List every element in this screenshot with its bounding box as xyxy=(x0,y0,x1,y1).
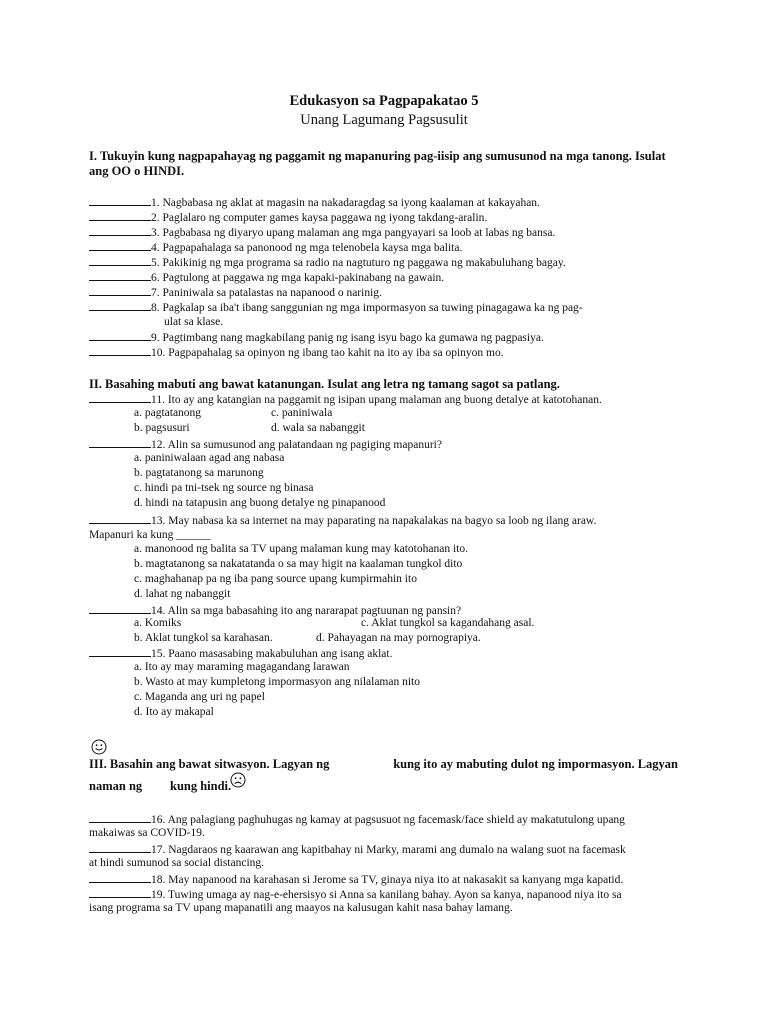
choice-b: b. magtatanong sa nakatatanda o sa may higit na kaalaman tungkol dito xyxy=(134,558,463,570)
answer-blank[interactable] xyxy=(89,513,151,524)
answer-blank[interactable] xyxy=(89,330,151,341)
part3-instruction-a: III. Basahin ang bawat sitwasyon. Lagyan ng xyxy=(89,757,330,771)
answer-blank[interactable] xyxy=(89,345,151,356)
choice-c: c. Aklat tungkol sa kagandahang asal. xyxy=(361,617,535,629)
item-text: 8. Pagkalap sa iba't ibang sanggunian ng mga impormasyon sa tuwing pinagagawa ka ng pag- xyxy=(151,302,583,314)
list-item xyxy=(89,842,626,857)
answer-blank[interactable] xyxy=(89,195,151,206)
list-item xyxy=(89,210,487,225)
question-text: 14. Alin sa mga babasahing ito ang nararapat pagtuunan ng pansin? xyxy=(151,605,462,617)
part3-instruction-c: naman ng xyxy=(89,779,143,793)
question-15 xyxy=(89,646,392,661)
question-text: 15. Paano masasabing makabuluhan ang isang aklat. xyxy=(151,648,393,660)
choice-d: d. Pahayagan na may pornograpiya. xyxy=(316,632,481,644)
list-item xyxy=(89,872,623,887)
choice-c: c. maghahanap pa ng iba pang source upang kumpirmahin ito xyxy=(134,573,417,585)
answer-blank[interactable] xyxy=(89,887,151,898)
item-text: 19. Tuwing umaga ay nag-e-ehersisyo si Anna sa kanilang bahay. Ayon sa kanya, napanood niya ito sa xyxy=(151,889,622,901)
item-text: 5. Pakikinig ng mga programa sa radio na nagtuturo ng paggawa ng makabuluhang bagay. xyxy=(151,257,566,269)
item-continuation: ulat sa klase. xyxy=(164,316,224,328)
part3-instruction-d: kung hindi. xyxy=(170,779,232,793)
question-14 xyxy=(89,603,461,618)
sad-face-icon xyxy=(230,772,246,788)
part2-instruction: II. Basahing mabuti ang bawat katanungan. Isulat ang letra ng tamang sagot sa patlang. xyxy=(89,377,560,391)
item-text: 3. Pagbabasa ng diyaryo upang malaman ang mga pangyayari sa loob at labas ng bansa. xyxy=(151,227,556,239)
choice-a: a. Ito ay may maraming magagandang larawan xyxy=(134,661,350,673)
answer-blank[interactable] xyxy=(89,872,151,883)
answer-blank[interactable] xyxy=(89,300,151,311)
document-title: Edukasyon sa Pagpapakatao 5 xyxy=(289,93,479,109)
part3-instruction-b: kung ito ay mabuting dulot ng impormasyon. Lagyan xyxy=(393,757,678,771)
part1-instruction: I. Tukuyin kung nagpapahayag ng paggamit ng mapanuring pag-iisip ang sumusunod na mga tanong. Isulat ang OO o HINDI. xyxy=(89,149,666,178)
list-item xyxy=(89,255,566,270)
choice-b: b. pagsusuri xyxy=(134,422,190,434)
answer-blank[interactable] xyxy=(89,210,151,221)
answer-blank[interactable] xyxy=(89,285,151,296)
list-item xyxy=(89,330,544,345)
choice-c: c. paniniwala xyxy=(271,407,333,419)
item-text: 9. Pagtimbang nang magkabilang panig ng isang isyu bago ka gumawa ng pagpasiya. xyxy=(151,332,544,344)
choice-a: a. manonood ng balita sa TV upang malaman kung may katotohanan ito. xyxy=(134,543,468,555)
question-11 xyxy=(89,392,602,407)
smiley-face-icon xyxy=(91,739,107,755)
choice-d: d. wala sa nabanggit xyxy=(271,422,365,434)
item-text: 6. Pagtulong at paggawa ng mga kapaki-pakinabang na gawain. xyxy=(151,272,445,284)
list-item xyxy=(89,195,540,210)
choice-d: d. lahat ng nabanggit xyxy=(134,588,231,600)
choice-d: d. hindi na tatapusin ang buong detalye ng pinapanood xyxy=(134,497,386,509)
answer-blank[interactable] xyxy=(89,225,151,236)
answer-blank[interactable] xyxy=(89,812,151,823)
list-item xyxy=(89,345,504,360)
choice-c: c. hindi pa tni-tsek ng source ng binasa xyxy=(134,482,314,494)
list-item xyxy=(89,887,622,902)
item-text: 4. Pagpapahalaga sa panonood ng mga telenobela kaysa mga balita. xyxy=(151,242,463,254)
choice-b: b. pagtatanong sa marunong xyxy=(134,467,264,479)
list-item xyxy=(89,240,462,255)
item-continuation: isang programa sa TV upang mapanatili ang maayos na kalusugan kahit nasa bahay lamang. xyxy=(89,902,513,914)
answer-blank[interactable] xyxy=(89,392,151,403)
answer-blank[interactable] xyxy=(89,240,151,251)
answer-blank[interactable] xyxy=(89,270,151,281)
item-continuation: makaiwas sa COVID-19. xyxy=(89,827,205,839)
item-text: 7. Paniniwala sa patalastas na napanood o narinig. xyxy=(151,287,382,299)
question-continuation: Mapanuri ka kung ______ xyxy=(89,529,211,541)
list-item xyxy=(89,300,583,315)
document-subtitle: Unang Lagumang Pagsusulit xyxy=(300,112,468,128)
answer-blank[interactable] xyxy=(89,646,151,657)
question-13 xyxy=(89,513,596,528)
item-text: 2. Paglalaro ng computer games kaysa paggawa ng iyong takdang-aralin. xyxy=(151,212,488,224)
list-item xyxy=(89,270,444,285)
answer-blank[interactable] xyxy=(89,603,151,614)
question-12 xyxy=(89,437,442,452)
item-text: 18. May napanood na karahasan si Jerome sa TV, ginaya niya ito at nakasakit sa kanyang mga kapatid. xyxy=(151,874,624,886)
item-text: 17. Nagdaraos ng kaarawan ang kapitbahay ni Marky, marami ang dumalo na walang suot na facemask xyxy=(151,844,626,856)
list-item xyxy=(89,812,625,827)
item-text: 1. Nagbabasa ng aklat at magasin na nakadaragdag sa iyong kaalaman at kakayahan. xyxy=(151,197,540,209)
list-item xyxy=(89,225,555,240)
choice-b: b. Wasto at may kumpletong impormasyon ang nilalaman nito xyxy=(134,676,420,688)
choice-d: d. Ito ay makapal xyxy=(134,706,214,718)
choice-c: c. Maganda ang uri ng papel xyxy=(134,691,265,703)
question-text: 11. Ito ay ang katangian na paggamit ng isipan upang malaman ang buong detalye at katotohanan. xyxy=(151,394,602,406)
choice-a: a. paniniwalaan agad ang nabasa xyxy=(134,452,285,464)
item-text: 16. Ang palagiang paghuhugas ng kamay at pagsusuot ng facemask/face shield ay makatutulong upang xyxy=(151,814,625,826)
answer-blank[interactable] xyxy=(89,255,151,266)
choice-a: a. pagtatanong xyxy=(134,407,202,419)
item-continuation: at hindi sumunod sa social distancing. xyxy=(89,857,265,869)
item-text: 10. Pagpapahalag sa opinyon ng ibang tao kahit na ito ay iba sa opinyon mo. xyxy=(151,347,504,359)
list-item xyxy=(89,285,382,300)
answer-blank[interactable] xyxy=(89,842,151,853)
answer-blank[interactable] xyxy=(89,437,151,448)
choice-b: b. Aklat tungkol sa karahasan. xyxy=(134,632,273,644)
question-text: 13. May nabasa ka sa internet na may paparating na napakalakas na bagyo sa loob ng ilang araw. xyxy=(151,515,597,527)
choice-a: a. Komiks xyxy=(134,617,182,629)
question-text: 12. Alin sa sumusunod ang palatandaan ng pagiging mapanuri? xyxy=(151,439,442,451)
